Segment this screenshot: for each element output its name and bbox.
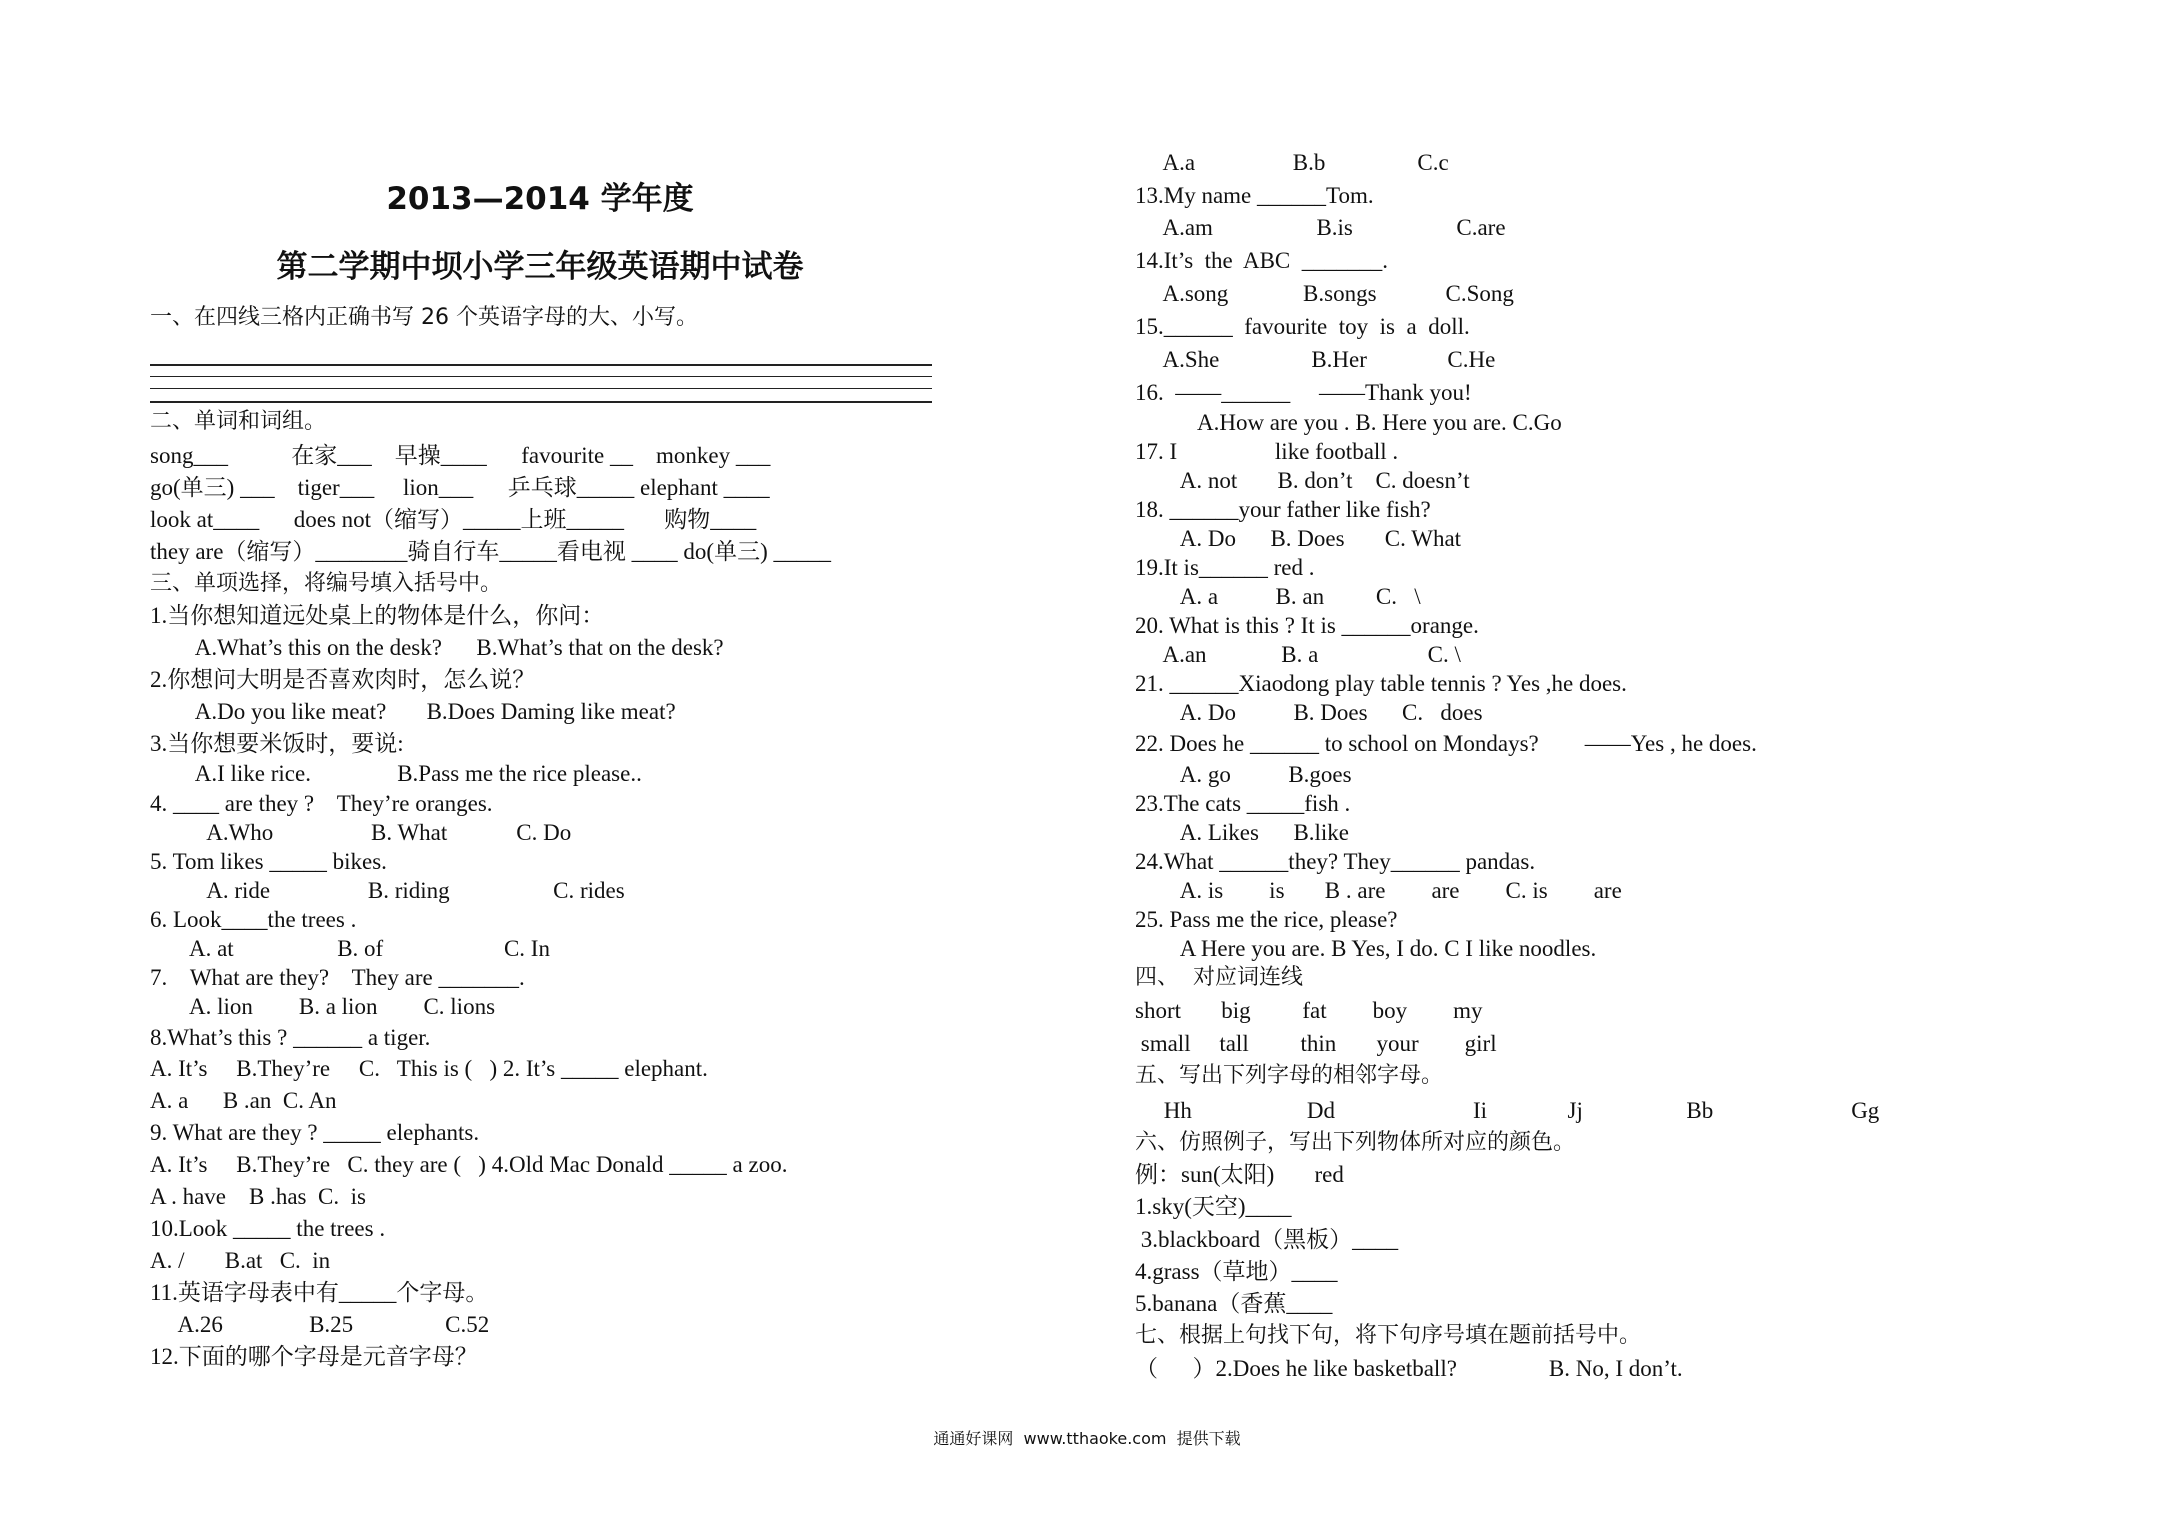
text-line: A.Do you like meat? B.Does Daming like meat? xyxy=(150,699,676,724)
writing-rule xyxy=(150,388,932,389)
text-line: 2.你想问大明是否喜欢肉时，怎么说？ xyxy=(150,667,536,692)
text-line: 20. What is this ? It is ______orange. xyxy=(1135,613,1479,638)
text-line: 7. What are they? They are _______. xyxy=(150,965,525,990)
text-line: A.I like rice. B.Pass me the rice please.. xyxy=(150,761,642,786)
text-line: A. not B. don’t C. doesn’t xyxy=(1135,468,1470,493)
text-line: 1.当你想知道远处桌上的物体是什么，你问： xyxy=(150,603,605,628)
text-line: 24.What ______they? They______ pandas. xyxy=(1135,849,1536,874)
text-line: 16. ——______ ——Thank you! xyxy=(1135,380,1472,405)
text-line: 18. ______your father like fish? xyxy=(1135,497,1431,522)
text-line: 11.英语字母表中有_____个字母。 xyxy=(150,1280,489,1305)
text-line: A Here you are. B Yes, I do. C I like noodles. xyxy=(1135,936,1597,961)
text-line: 1.sky(天空)____ xyxy=(1135,1194,1292,1219)
text-line: 10.Look _____ the trees . xyxy=(150,1216,386,1241)
text-line: Hh Dd Ii Jj Bb Gg xyxy=(1135,1098,1880,1123)
text-line: A.26 B.25 C.52 xyxy=(150,1312,490,1337)
text-line: A.She B.Her C.He xyxy=(1135,347,1496,372)
exam-year-title: 2013—2014 学年度 xyxy=(386,181,694,217)
text-line: 25. Pass me the rice, please? xyxy=(1135,907,1398,932)
text-line: 5. Tom likes _____ bikes. xyxy=(150,849,387,874)
text-line: 四、 对应词连线 xyxy=(1135,965,1303,990)
text-line: A. at B. of C. In xyxy=(150,936,550,961)
text-line: 3.当你想要米饭时，要说: xyxy=(150,731,404,756)
text-line: 二、单词和词组。 xyxy=(150,409,327,434)
text-line: 9. What are they ? _____ elephants. xyxy=(150,1120,480,1145)
text-line: A. ride B. riding C. rides xyxy=(150,878,625,903)
text-line: 三、单项选择，将编号填入括号中。 xyxy=(150,571,503,596)
text-line: A.How are you . B. Here you are. C.Go xyxy=(1135,410,1562,435)
text-line: A. Do B. Does C. What xyxy=(1135,526,1462,551)
text-line: 3.blackboard（黑板）____ xyxy=(1135,1227,1399,1252)
text-line: they are（缩写）________骑自行车_____看电视 ____ do(单三) _____ xyxy=(150,539,831,564)
text-line: A. a B. an C. \ xyxy=(1135,584,1421,609)
text-line: 17. I like football . xyxy=(1135,439,1399,464)
text-line: A. Do B. Does C. does xyxy=(1135,700,1483,725)
text-line: 4. ____ are they ? They’re oranges. xyxy=(150,791,493,816)
writing-rule xyxy=(150,364,932,366)
text-line: A. a B .an C. An xyxy=(150,1088,337,1113)
text-line: 4.grass（草地）____ xyxy=(1135,1259,1338,1284)
text-line: A . have B .has C. is xyxy=(150,1184,366,1209)
text-line: A.am B.is C.are xyxy=(1135,215,1506,240)
text-line: 12.下面的哪个字母是元音字母？ xyxy=(150,1344,478,1369)
text-line: 21. ______Xiaodong play table tennis ? Yes ,he does. xyxy=(1135,671,1627,696)
text-line: 例：sun(太阳) red xyxy=(1135,1162,1344,1187)
text-line: 一、在四线三格内正确书写 26 个英语字母的大、小写。 xyxy=(150,305,698,330)
exam-title: 第二学期中坝小学三年级英语期中试卷 xyxy=(276,249,804,285)
text-line: A. / B.at C. in xyxy=(150,1248,331,1273)
text-line: A.a B.b C.c xyxy=(1135,150,1449,175)
text-line: 23.The cats _____fish . xyxy=(1135,791,1351,816)
text-line: 22. Does he ______ to school on Mondays? ——Yes , he does. xyxy=(1135,731,1757,756)
footer-credit: 通通好课网 www.tthaoke.com 提供下载 xyxy=(933,1429,1241,1448)
text-line: song___ 在家___ 早操____ favourite __ monkey ___ xyxy=(150,443,771,468)
text-line: look at____ does not（缩写）_____上班_____ 购物____ xyxy=(150,507,757,532)
writing-rule xyxy=(150,401,932,403)
text-line: small tall thin your girl xyxy=(1135,1031,1497,1056)
text-line: 6. Look____the trees . xyxy=(150,907,357,932)
text-line: A. It’s B.They’re C. This is ( ) 2. It’s _____ elephant. xyxy=(150,1056,708,1081)
text-line: short big fat boy my xyxy=(1135,998,1483,1023)
text-line: A.song B.songs C.Song xyxy=(1135,281,1514,306)
text-line: A.Who B. What C. Do xyxy=(150,820,572,845)
text-line: 七、根据上句找下句，将下句序号填在题前括号中。 xyxy=(1135,1323,1642,1348)
text-line: A. Likes B.like xyxy=(1135,820,1350,845)
text-line: A.an B. a C. \ xyxy=(1135,642,1461,667)
text-line: A. is is B . are are C. is are xyxy=(1135,878,1622,903)
text-line: 五、写出下列字母的相邻字母。 xyxy=(1135,1063,1444,1088)
text-line: A. go B.goes xyxy=(1135,762,1352,787)
text-line: go(单三) ___ tiger___ lion___ 乒乓球_____ elephant ____ xyxy=(150,475,770,500)
text-line: A.What’s this on the desk? B.What’s that on the desk? xyxy=(150,635,724,660)
text-line: A. lion B. a lion C. lions xyxy=(150,994,496,1019)
text-line: 六、仿照例子，写出下列物体所对应的颜色。 xyxy=(1135,1130,1576,1155)
text-line: 5.banana（香蕉____ xyxy=(1135,1291,1333,1316)
text-line: 15.______ favourite toy is a doll. xyxy=(1135,314,1470,339)
writing-rule xyxy=(150,376,932,377)
text-line: 13.My name ______Tom. xyxy=(1135,183,1374,208)
text-line: 19.It is______ red . xyxy=(1135,555,1315,580)
text-line: 14.It’s the ABC _______. xyxy=(1135,248,1389,273)
text-line: （ ）2.Does he like basketball? B. No, I don’t. xyxy=(1135,1356,1683,1381)
text-line: A. It’s B.They’re C. they are ( ) 4.Old Mac Donald _____ a zoo. xyxy=(150,1152,788,1177)
text-line: 8.What’s this ? ______ a tiger. xyxy=(150,1025,431,1050)
